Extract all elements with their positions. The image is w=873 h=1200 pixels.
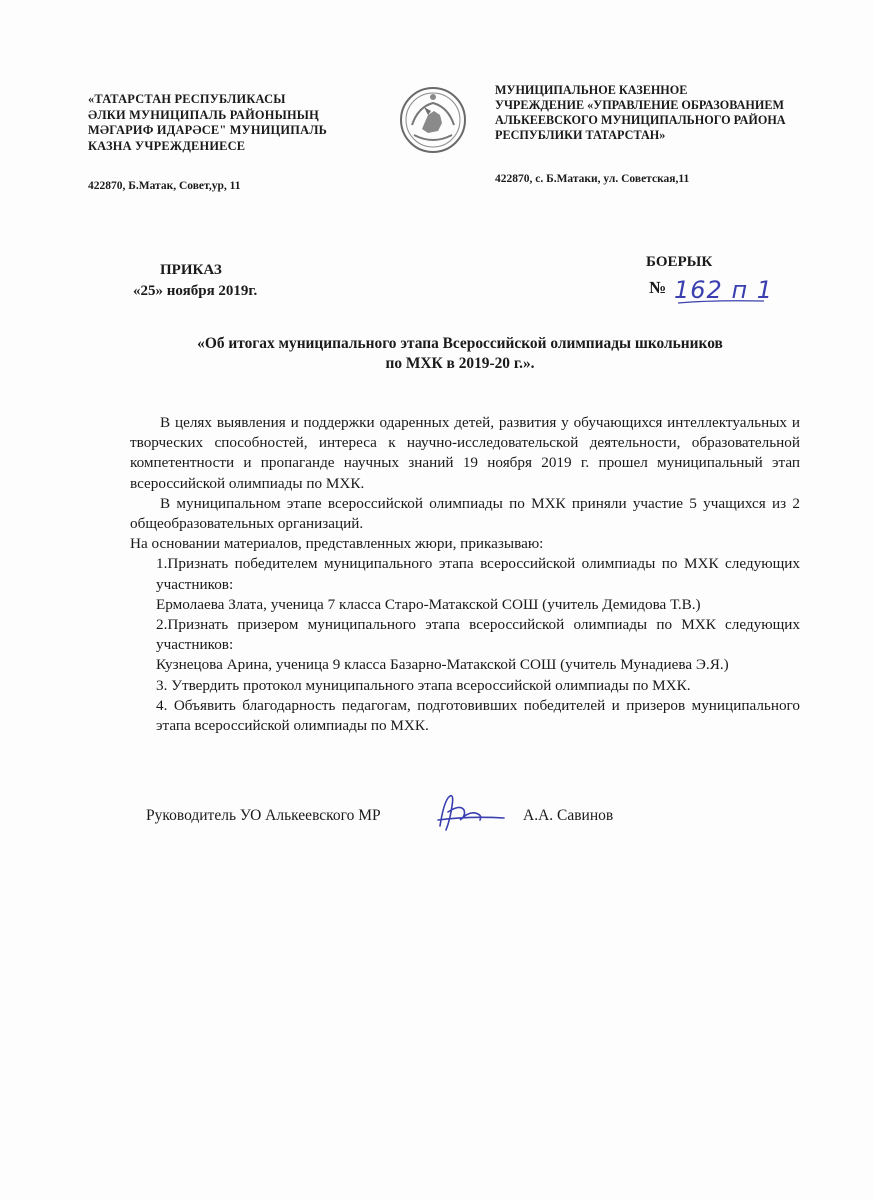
- order-item-4: 4. Объявить благодарность педагогам, подготовивших победителей и призеров муниципального этапа всероссийской олимпиады по МХК.: [156, 696, 800, 735]
- order-number-handwritten: [672, 270, 772, 310]
- order-title: ПРИКАЗ: [160, 262, 222, 278]
- order-title-tatar: БОЕРЫК: [646, 254, 713, 270]
- order-item-2: 2.Признать призером муниципального этапа всероссийской олимпиады по МХК следующих участников:: [156, 616, 800, 654]
- header-right-line: АЛЬКЕЕВСКОГО МУНИЦИПАЛЬНОГО РАЙОНА: [495, 113, 786, 127]
- subject-line-1: «Об итогах муниципального этапа Всероссийской олимпиады школьников: [197, 335, 723, 352]
- order-item-3: 3. Утвердить протокол муниципального этапа всероссийской олимпиады по МХК.: [156, 676, 691, 694]
- signatory-name: А.А. Савинов: [523, 807, 614, 824]
- order-body: [130, 413, 800, 736]
- order-item-2-prizewinner: Кузнецова Арина, ученица 9 класса Базарно-Матакской СОШ (учитель Мунадиева Э.Я.): [156, 656, 729, 674]
- header-left-line: МӘГАРИФ ИДАРӘСЕ" МУНИЦИПАЛЬ: [88, 123, 328, 137]
- header-right-line: УЧРЕЖДЕНИЕ «УПРАВЛЕНИЕ ОБРАЗОВАНИЕМ: [495, 98, 784, 112]
- tatarstan-coat-of-arms-icon: [398, 85, 468, 155]
- header-left-line: «ТАТАРСТАН РЕСПУБЛИКАСЫ: [88, 92, 286, 106]
- header-left-organization: [88, 92, 388, 154]
- header-left-address: 422870, Б.Матак, Совет,ур, 11: [88, 180, 241, 192]
- order-number-sign: №: [649, 278, 667, 297]
- order-number-text: 162 п 1.: [674, 276, 772, 304]
- handwritten-signature: [430, 790, 508, 834]
- order-date: «25» ноября 2019г.: [133, 283, 258, 299]
- header-right-line: РЕСПУБЛИКИ ТАТАРСТАН»: [495, 128, 666, 142]
- order-item-1: 1.Признать победителем муниципального этапа всероссийской олимпиады по МХК следующих участников:: [156, 555, 800, 593]
- header-left-line: ӘЛКИ МУНИЦИПАЛЬ РАЙОНЫНЫҢ: [88, 107, 320, 122]
- paragraph-purpose: В целях выявления и поддержки одаренных детей, развития у обучающихся интеллектуальных и творческих способностей, интереса к научно-исследовательской деятельности, образовательной компетентности и пропаганде научных знаний 19 ноября 2019 г. прошел муниципальный этап всероссийской олимпиады по МХК.: [130, 414, 800, 492]
- header-left-line: КАЗНА УЧРЕЖДЕНИЕСЕ: [88, 138, 246, 153]
- order-item-1-winner: Ермолаева Злата, ученица 7 класса Старо-Матакской СОШ (учитель Демидова Т.В.): [156, 595, 701, 613]
- subject-line-2: по МХК в 2019-20 г.».: [385, 355, 535, 372]
- header-right-organization: [495, 83, 835, 143]
- signatory-position: Руководитель УО Алькеевского МР: [146, 807, 381, 824]
- paragraph-participants: В муниципальном этапе всероссийской олимпиады по МХК приняли участие 5 учащихся из 2 общеобразовательных организаций.: [130, 494, 800, 533]
- order-subject: [140, 334, 780, 374]
- paragraph-order-intro: На основании материалов, представленных жюри, приказываю:: [130, 535, 544, 553]
- header-right-line: МУНИЦИПАЛЬНОЕ КАЗЕННОЕ: [495, 83, 688, 97]
- header-right-address: 422870, с. Б.Матаки, ул. Советская,11: [495, 173, 690, 185]
